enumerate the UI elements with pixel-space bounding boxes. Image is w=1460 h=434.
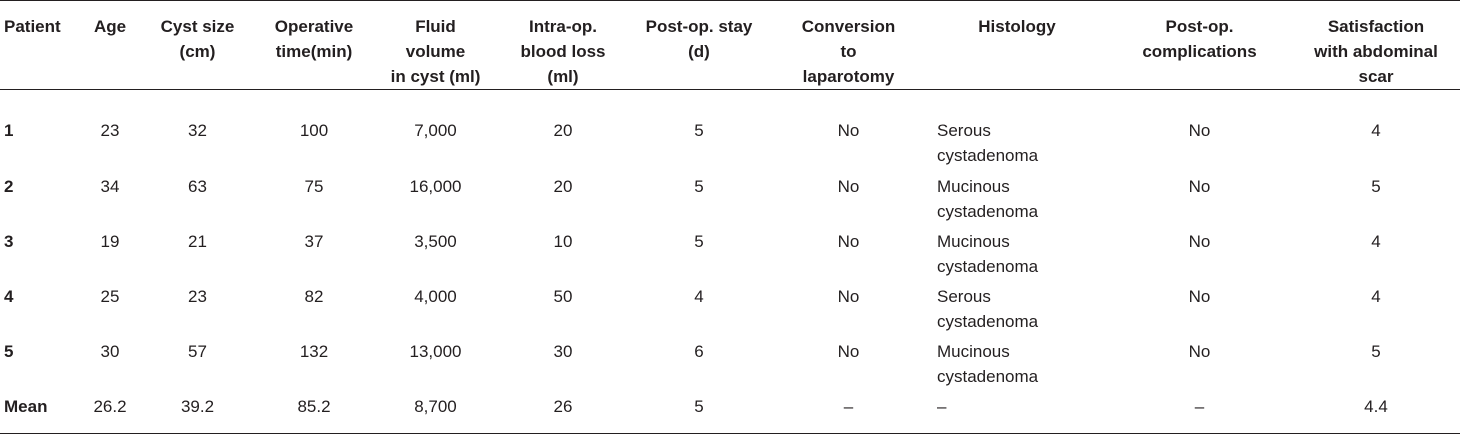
table-cell: No — [837, 176, 860, 196]
table-cell: 6 — [694, 341, 704, 361]
table-cell: 5 — [4, 341, 14, 361]
table-body — [0, 90, 1460, 434]
header-post-op-stay: Post-op. stay (d) — [628, 1, 770, 90]
table-cell: Mucinous cystadenoma — [937, 176, 1039, 221]
table-cell: Serous cystadenoma — [937, 286, 1039, 331]
table-cell: 2 — [4, 176, 14, 196]
table-cell: 19 — [100, 231, 120, 251]
table-cell: 26.2 — [80, 394, 140, 434]
table-row — [0, 174, 1460, 229]
table-cell: 30 — [100, 341, 120, 361]
header-conversion: Conversion to laparotomy — [770, 1, 927, 90]
table-cell: 4 — [694, 286, 704, 306]
table-cell: 5 — [1371, 341, 1381, 361]
table-cell: Mucinous cystadenoma — [937, 231, 1039, 276]
table-cell: No — [837, 231, 860, 251]
table-cell: No — [1188, 231, 1211, 251]
table-cell: 4 — [4, 286, 14, 306]
table-cell: No — [837, 121, 860, 140]
table-cell: 50 — [553, 286, 573, 306]
header-age: Age — [80, 1, 140, 90]
header-fluid-volume: Fluid volume in cyst (ml) — [373, 1, 498, 90]
table-cell: 132 — [299, 341, 329, 361]
table-cell: 26 — [498, 394, 628, 434]
table-row — [0, 90, 1460, 174]
table-header — [0, 1, 1460, 90]
table-cell: No — [1188, 176, 1211, 196]
table-cell: 13,000 — [409, 341, 462, 361]
table-row — [0, 284, 1460, 339]
table-cell: 5 — [1371, 176, 1381, 196]
table-row — [0, 229, 1460, 284]
table-cell: 37 — [304, 231, 324, 251]
table-cell: 5 — [694, 121, 704, 140]
table-cell: – — [1107, 394, 1292, 434]
table-cell: 75 — [304, 176, 324, 196]
table-cell: Mucinous cystadenoma — [937, 341, 1039, 386]
table-cell: 23 — [100, 121, 120, 140]
table-cell: No — [1188, 286, 1211, 306]
table-cell: 20 — [553, 176, 573, 196]
table-cell: 3 — [4, 231, 14, 251]
table-cell: No — [837, 341, 860, 361]
header-row — [0, 1, 1460, 90]
table-row — [0, 339, 1460, 394]
table-cell: No — [1188, 121, 1211, 140]
table-cell: 63 — [188, 176, 207, 196]
table-cell: 100 — [299, 121, 329, 140]
table-cell: 4.4 — [1292, 394, 1460, 434]
table-cell: 3,500 — [414, 231, 457, 251]
table-cell: 30 — [553, 341, 573, 361]
table-cell: 7,000 — [414, 121, 457, 140]
table-cell: 5 — [694, 176, 704, 196]
table-cell: 4 — [1371, 121, 1381, 140]
header-complications: Post-op. complications — [1107, 1, 1292, 90]
table-cell: 5 — [694, 231, 704, 251]
table-cell: No — [1188, 341, 1211, 361]
table-cell: 25 — [100, 286, 120, 306]
table-cell: 10 — [553, 231, 573, 251]
header-blood-loss: Intra-op. blood loss (ml) — [498, 1, 628, 90]
table-cell: 4 — [1371, 231, 1381, 251]
header-cyst-size: Cyst size (cm) — [140, 1, 255, 90]
table-cell: 39.2 — [140, 394, 255, 434]
header-satisfaction: Satisfaction with abdominal scar — [1292, 1, 1460, 90]
table-cell: 21 — [188, 231, 207, 251]
table-cell: 8,700 — [373, 394, 498, 434]
table-cell: No — [837, 286, 860, 306]
table-cell: 1 — [4, 121, 14, 140]
table-cell: 4,000 — [414, 286, 457, 306]
header-operative-time: Operative time(min) — [255, 1, 373, 90]
table-cell: 5 — [628, 394, 770, 434]
table-cell: 20 — [553, 121, 573, 140]
table-row-mean — [0, 394, 1460, 434]
table-cell: Mean — [0, 394, 80, 434]
table-cell: 34 — [100, 176, 120, 196]
table-cell: 57 — [188, 341, 207, 361]
table-cell: 23 — [188, 286, 207, 306]
table-cell: 4 — [1371, 286, 1381, 306]
table-cell: – — [770, 394, 927, 434]
table-cell: 82 — [304, 286, 324, 306]
table-cell: 16,000 — [409, 176, 462, 196]
header-histology: Histology — [927, 1, 1107, 90]
table-cell: 32 — [188, 121, 207, 140]
table-cell: 85.2 — [255, 394, 373, 434]
table-cell: Serous cystadenoma — [937, 121, 1039, 165]
table-cell: – — [927, 394, 1107, 434]
header-patient: Patient — [0, 1, 80, 90]
